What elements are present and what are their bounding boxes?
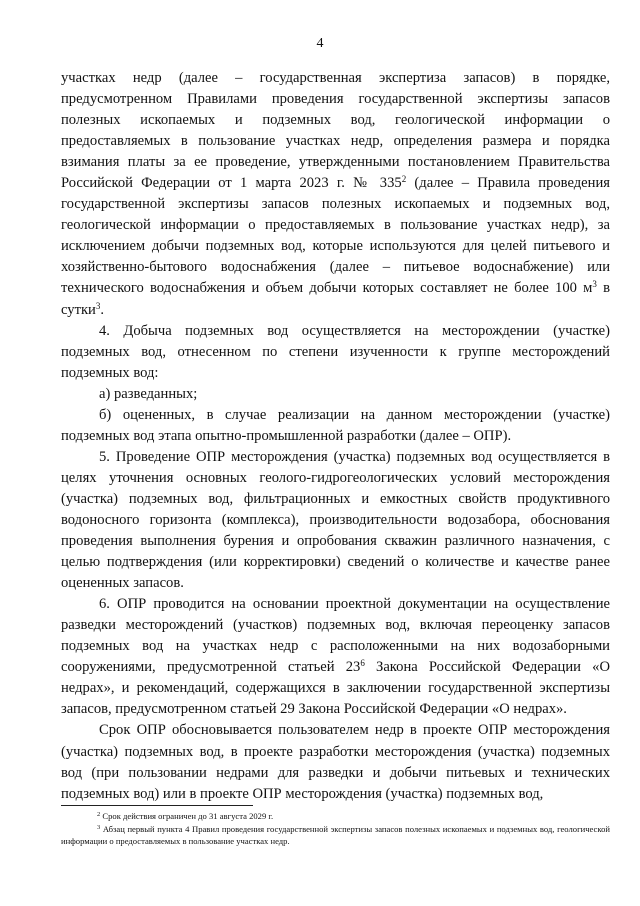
paragraph-subitem-b: б) оцененных, в случае реализации на данном месторождении (участке) подземных вод этапа опытно-промышленной разработки (далее – ОПР). — [61, 406, 610, 444]
paragraph-text: участках недр (далее – государственная экспертиза запасов) в порядке, предусмотренном Правилами проведения государственной экспертизы запасов полезных ископаемых и подземных вод, геологической информации о предоставляемых в пользование участках недр, определения размера и порядка взимания платы за ее проведение, утвержденными постановлением Правительства Российской Федерации от 1 марта 2023 г. № 335 — [61, 70, 610, 192]
paragraph-item-5: 5. Проведение ОПР месторождения (участка) подземных вод осуществляется в целях уточнения основных геолого-гидрогеологических условий месторождения (участка) подземных вод, фильтрационных и емкостных свойств продуктивного водоносного горизонта (комплекса), производительности водозабора, обоснования проведения выполнения бурения и опробования скважин различного назначения, с целью подтверждения (или корректировки) сведений о количестве и качестве ранее оцененных запасов. — [61, 448, 610, 592]
paragraph-opr-term: Срок ОПР обосновывается пользователем недр в проекте ОПР месторождения (участка) подземных вод, в проекте разработки месторождения (участка) подземных вод (при пользовании недрами для разведки и добычи питьевых и технических подземных вод) или в проекте ОПР месторождения (участка) подземных вод, — [61, 722, 610, 802]
paragraph-subitem-a: а) разведанных; — [99, 385, 198, 402]
paragraph-text: 6. ОПР проводится на основании проектной документации на осуществление разведки месторождений (участков) подземных вод, включая переоценку запасов подземных вод на участках недр с расположенными на них водозаборными сооружениями, предусмотренной статьей 23 — [61, 596, 610, 676]
footnote-text: Срок действия ограничен до 31 августа 2029 г. — [100, 811, 274, 821]
paragraph-text: . — [100, 301, 105, 318]
paragraph-item-6 — [61, 594, 610, 720]
footnote-text: Абзац первый пункта 4 Правил проведения государственной экспертизы запасов полезных ископаемых и подземных вод, геологической информации о предоставляемых в пользование участках недр. — [61, 823, 610, 846]
paragraph-text: (далее – Правила проведения государственной экспертизы запасов полезных ископаемых и подземных вод, геологической информации о предоставляемых в пользование участках недр), за исключением добычи подземных вод, которые используются для целей питьевого и хозяйственно-бытового водоснабжения (далее – питьевое водоснабжение) или технического водоснабжения и объем добычи которых составляет не более 100 м — [61, 175, 610, 297]
footnote-ref-2[interactable]: 2 — [401, 174, 407, 185]
footnote-mark: 3 — [97, 823, 101, 831]
unit-superscript: 3 — [592, 279, 597, 290]
footnotes — [61, 810, 610, 848]
document-body — [61, 68, 610, 805]
paragraph-text: Закона Российской Федерации «О недрах», и рекомендаций, содержащихся в заключении государственной экспертизы запасов, предусмотренном статьей 29 Закона Российской Федерации «О недрах». — [61, 659, 611, 718]
footnote-separator — [61, 805, 253, 806]
footnote-2 — [61, 810, 610, 823]
page-number: 4 — [316, 36, 324, 51]
footnote-mark: 2 — [97, 811, 101, 818]
paragraph-continuation — [61, 68, 610, 321]
article-superscript: 6 — [360, 658, 365, 669]
footnote-3 — [61, 823, 610, 848]
paragraph-item-4: 4. Добыча подземных вод осуществляется на месторождении (участке) подземных вод, отнесенном по степени изученности к группе месторождений подземных вод: — [61, 322, 610, 381]
footnote-ref-3[interactable]: 3 — [95, 300, 101, 311]
paragraph-text: в сутки — [61, 280, 610, 318]
